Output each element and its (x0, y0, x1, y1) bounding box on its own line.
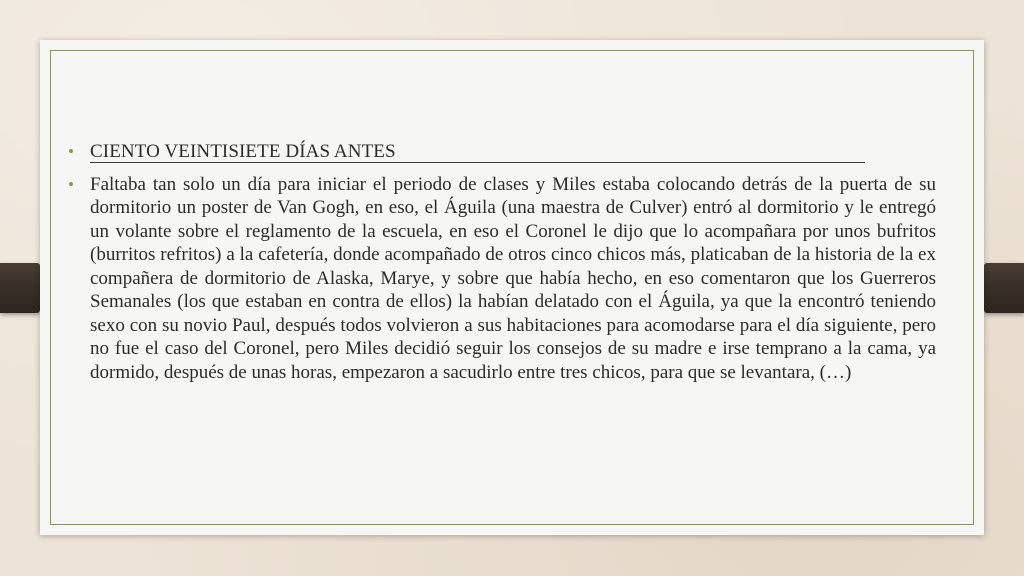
binder-tab-right (984, 263, 1024, 313)
bullet-dot-icon: • (68, 142, 74, 161)
slide-paragraph: Faltaba tan solo un día para iniciar el periodo de clases y Miles estaba colocando detrás de la puerta de su dormitorio un poster de Van Gogh, en eso, el Águila (una maestra de Culver) entró al dormitorio y le entregó un volante sobre el reglamento de la escuela, en eso el Coronel le dijo que lo acompañara por unos bufritos (burritos refritos) a la cafetería, donde acompañado de otros cinco chicos más, platicaban de la historia de la ex compañera de dormitorio de Alaska, Marye, y sobre que había hecho, en eso comentaron que los Guerreros Semanales (los que estaban en contra de ellos) la habían delatado con el Águila, ya que la encontró teniendo sexo con su novio Paul, después todos volvieron a sus habitaciones para acomodarse para el día siguiente, pero no fue el caso del Coronel, pero Miles decidió seguir los consejos de su madre e irse temprano a la cama, ya dormido, después de unas horas, empezaron a sacudirlo entre tres chicos, para que se levantara, (…) (90, 173, 936, 383)
slide-content (68, 140, 936, 384)
bullet-dot-icon: • (68, 174, 74, 194)
slide-heading: CIENTO VEINTISIETE DÍAS ANTES (90, 142, 865, 163)
heading-bullet-item (68, 140, 936, 164)
binder-tab-left (0, 263, 40, 313)
paragraph-bullet-item (68, 173, 936, 385)
